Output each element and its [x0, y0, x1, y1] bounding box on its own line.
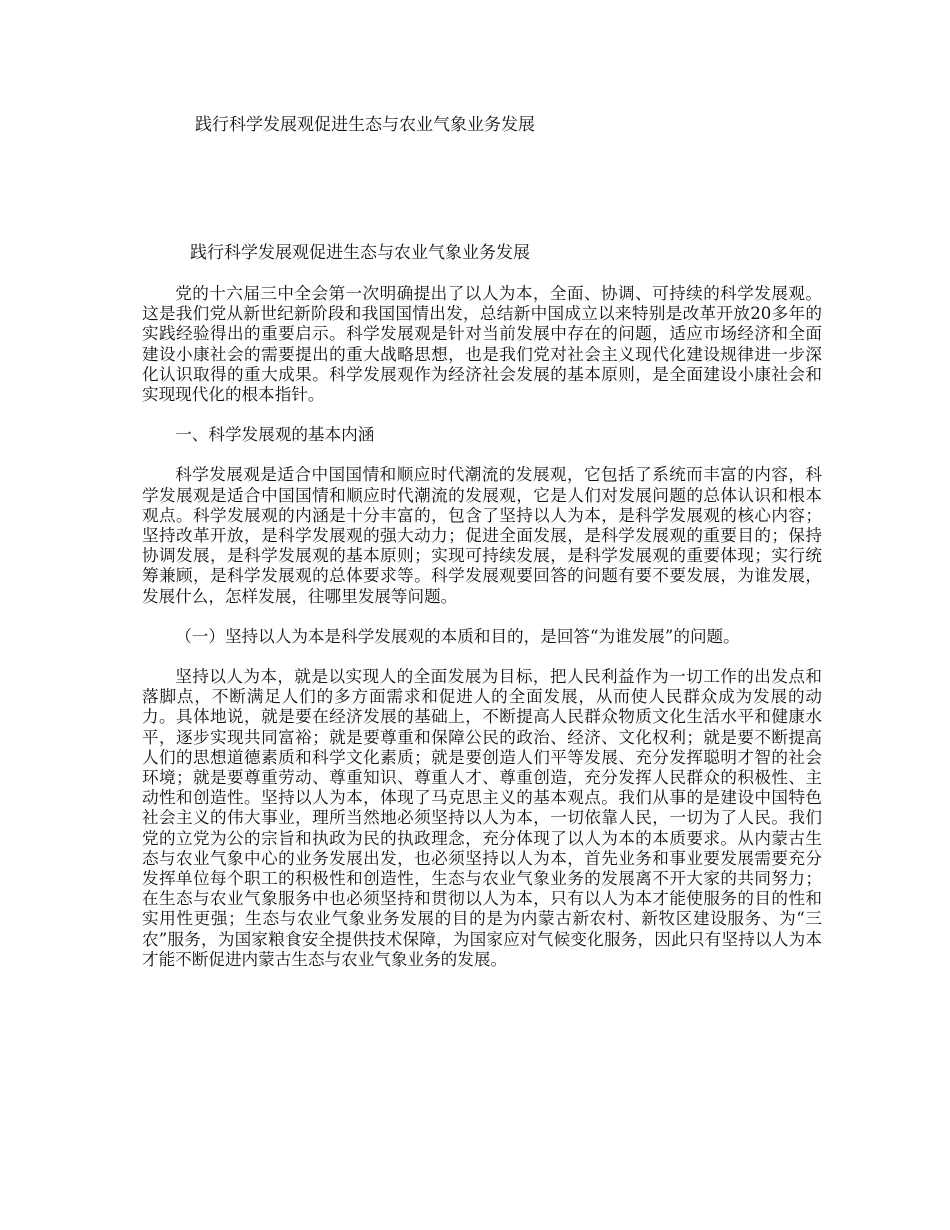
document-body [142, 284, 822, 990]
paragraph-connotation: 科学发展观是适合中国国情和顺应时代潮流的发展观，它包括了系统而丰富的内容，科学发展观是适合中国国情和顺应时代潮流的发展观，它是人们对发展问题的总体认识和根本观点。科学发展观的内涵是十分丰富的，包含了坚持以人为本，是科学发展观的核心内容；坚持改革开放，是科学发展观的强大动力；促进全面发展，是科学发展观的重要目的；保持协调发展，是科学发展观的基本原则；实现可持续发展，是科学发展观的重要体现；实行统筹兼顾，是科学发展观的总体要求等。科学发展观要回答的问题有要不要发展，为谁发展，发展什么，怎样发展，往哪里发展等问题。 [142, 465, 822, 606]
document-title: 践行科学发展观促进生态与农业气象业务发展 [195, 115, 535, 135]
subsection-heading-1: （一）坚持以人为本是科学发展观的本质和目的，是回答“为谁发展”的问题。 [175, 626, 740, 646]
paragraph-people-oriented: 坚持以人为本，就是以实现人的全面发展为目标，把人民利益作为一切工作的出发点和落脚点，不断满足人们的多方面需求和促进人的全面发展，从而使人民群众成为发展的动力。具体地说，就是要在经济发展的基础上，不断提高人民群众物质文化生活水平和健康水平，逐步实现共同富裕；就是要尊重和保障公民的政治、经济、文化权利；就是要不断提高人们的思想道德素质和科学文化素质；就是要创造人们平等发展、充分发挥聪明才智的社会环境；就是要尊重劳动、尊重知识、尊重人才、尊重创造，充分发挥人民群众的积极性、主动性和创造性。坚持以人为本，体现了马克思主义的基本观点。我们从事的是建设中国特色社会主义的伟大事业，理所当然地必须坚持以人为本，一切依靠人民，一切为了人民。我们党的立党为公的宗旨和执政为民的执政理念，充分体现了以人为本的本质要求。从内蒙古生态与农业气象中心的业务发展出发，也必须坚持以人为本，首先业务和事业要发展需要充分发挥单位每个职工的积极性和创造性，生态与农业气象业务的发展离不开大家的共同努力；在生态与农业气象服务中也必须坚持和贯彻以人为本，只有以人为本才能使服务的目的性和实用性更强；生态与农业气象业务发展的目的是为内蒙古新农村、新牧区建设服务、为“三农”服务，为国家粮食安全提供技术保障，为国家应对气候变化服务，因此只有坚持以人为本才能不断促进内蒙古生态与农业气象业务的发展。 [142, 667, 822, 969]
section-heading-1: 一、科学发展观的基本内涵 [175, 425, 375, 445]
paragraph-intro: 党的十六届三中全会第一次明确提出了以人为本，全面、协调、可持续的科学发展观。这是我们党从新世纪新阶段和我国国情出发，总结新中国成立以来特别是改革开放20多年的实践经验得出的重要启示。科学发展观是针对当前发展中存在的问题，适应市场经济和全面建设小康社会的需要提出的重大战略思想，也是我们党对社会主义现代化建设规律进一步深化认识取得的重大成果。科学发展观作为经济社会发展的基本原则，是全面建设小康社会和实现现代化的根本指针。 [142, 284, 822, 405]
document-subtitle: 践行科学发展观促进生态与农业气象业务发展 [190, 243, 530, 263]
